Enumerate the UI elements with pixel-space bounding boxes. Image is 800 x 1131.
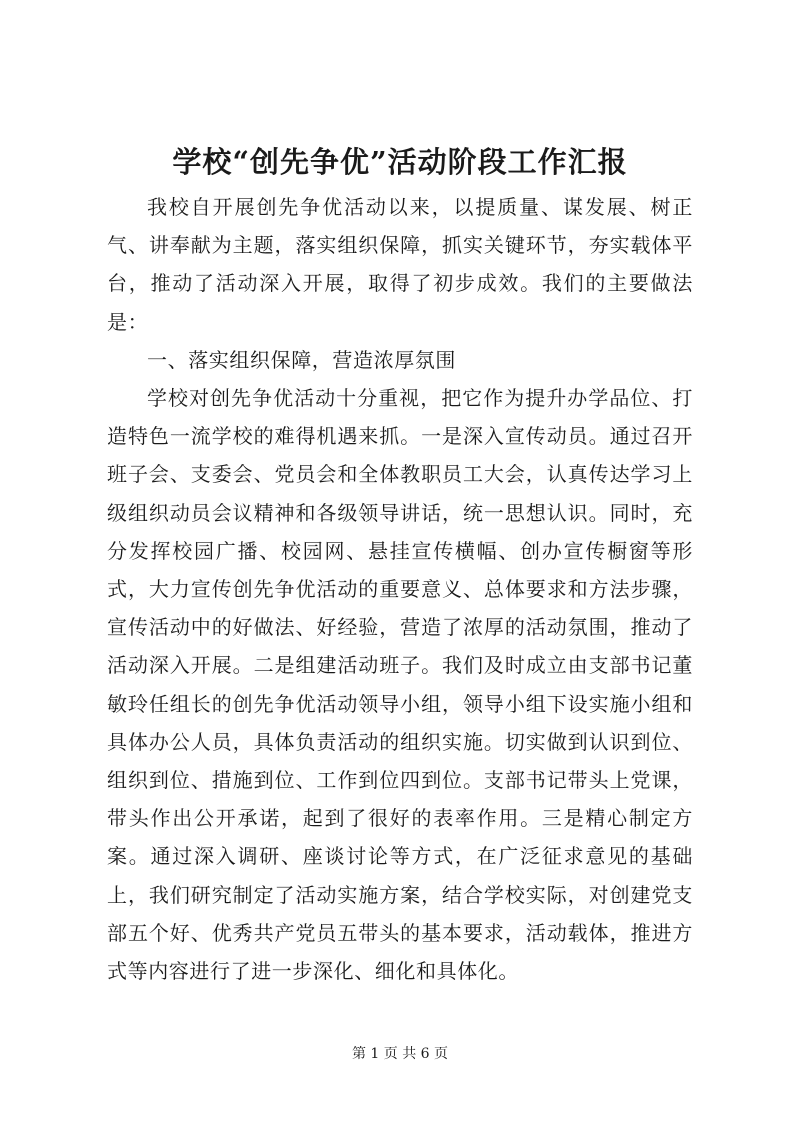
document-title: 学校“创先争优”活动阶段工作汇报 <box>172 145 628 179</box>
section-heading: 一、落实组织保障，营造浓厚氛围 <box>147 347 456 372</box>
document-body <box>107 188 693 990</box>
page-number-footer: 第 1 页 共 6 页 <box>351 1046 449 1062</box>
body-paragraph: 学校对创先争优活动十分重视，把它作为提升办学品位、打造特色一流学校的难得机遇来抓。一是深入宣传动员。通过召开班子会、支委会、党员会和全体教职员工大会，认真传达学习上级组织动员会议精神和各级领导讲话，统一思想认识。同时，充分发挥校园广播、校园网、悬挂宣传横幅、创办宣传橱窗等形式，大力宣传创先争优活动的重要意义、总体要求和方法步骤，宣传活动中的好做法、好经验，营造了浓厚的活动氛围，推动了活动深入开展。二是组建活动班子。我们及时成立由支部书记董敏玲任组长的创先争优活动领导小组，领导小组下设实施小组和具体办公人员，具体负责活动的组织实施。切实做到认识到位、组织到位、措施到位、工作到位四到位。支部书记带头上党课，带头作出公开承诺，起到了很好的表率作用。三是精心制定方案。通过深入调研、座谈讨论等方式，在广泛征求意见的基础上，我们研究制定了活动实施方案，结合学校实际，对创建党支部五个好、优秀共产党员五带头的基本要求，活动载体，推进方式等内容进行了进一步深化、细化和具体化。 <box>107 386 693 984</box>
intro-paragraph: 我校自开展创先争优活动以来，以提质量、谋发展、树正气、讲奉献为主题，落实组织保障，抓实关键环节，夯实载体平台，推动了活动深入开展，取得了初步成效。我们的主要做法是： <box>107 195 693 334</box>
